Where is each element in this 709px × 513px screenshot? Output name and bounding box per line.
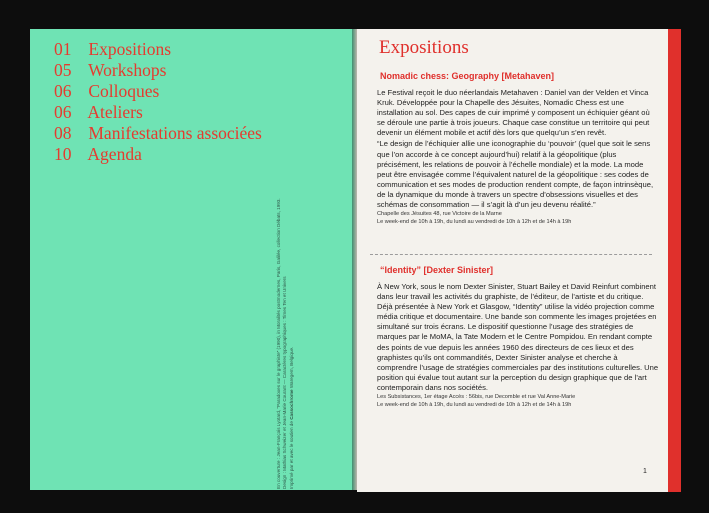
toc-label: Expositions [88, 39, 172, 59]
toc-item [54, 60, 262, 81]
exhibition-section-metahaven [377, 71, 659, 226]
section-quote: “Le design de l’échiquier allie une iconographie du ‘pouvoir’ (quel que soit le sens que l’on accorde à ce concept aujourd’hui) relatif à la géopolitique (plus précisément, les relations de pouvoir à l’échelle mondiale) et la mode. La mode peut être envisagée comme l’équivalent naturel de la géopolitique : ses codes de communication et ses modes de production rendent compte, de façon intrinsèque, de la dynamique du monde à travers un spectre d’obsessions visuelles et des schémas de consommation — il s’agit là d’un jeu devenu réalité.” [377, 139, 654, 210]
toc-item [54, 123, 262, 144]
colophon-line [289, 49, 295, 489]
colophon-line: En couverture : Jean-François Lyotard, “Paradoxes sur le graphiste” (1990), in Moralités postmodernes, Paris, Galilée, collection Débats, 1993. [276, 198, 281, 489]
toc-label: Ateliers [87, 102, 143, 122]
toc-item [54, 144, 262, 165]
printer-brand: Cassochrome [288, 389, 294, 420]
toc-label: Workshops [88, 60, 167, 80]
toc-number: 06 [54, 102, 72, 122]
section-body: Le Festival reçoit le duo néerlandais Metahaven : Daniel van der Velden et Vinca Kruk. Développée pour la Chapelle des Jésuites, Nomadic Chess est une installation au sol. Des capes de cuir imprimé y composent un échiquier géant où se déroule une partie à trois joueurs. Chaque case constitue un territoire qui peut devenir un élément mobile et actif dès lors que quelqu’un s’en revêt. [377, 88, 650, 138]
right-page [357, 29, 668, 492]
page-number: 1 [643, 468, 647, 475]
colophon-line: Design : Mathias Schweizer et Jean-Marie Courant — Caractères typographiques : Times Ten et Univers [282, 276, 288, 489]
toc-label: Agenda [87, 144, 142, 164]
toc-number: 06 [54, 81, 72, 101]
toc-item [54, 81, 262, 102]
red-edge-strip [668, 29, 681, 492]
section-body: À New York, sous le nom Dexter Sinister, Stuart Bailey et David Reinfurt combinent dans leur travail les activités du graphiste, de l’éditeur, de l’artiste et du critique. Déjà présentée à New York et Glasgow, “Identity” utilise la vidéo projection comme média critique et documentaire. Une bande son commente les images projetées en simultané sur trois écrans. Le dispositif questionne l’usage des stratégies de marques par le MoMA, la Tate Modern et le Centre Pompidou. En rendant compte des points de vue depuis les années 1960 des directeurs de ces lieux et des graphistes qu’ils ont commandités, Dexter Sinister analyse et cherche à comprendre l’usage de stratégies commerciales par des institutions culturelles. Une position qui évalue tout autant sur la perception du design graphique que de l’art contemporain dans nos sociétés. [377, 282, 659, 392]
toc-label: Manifestations associées [88, 123, 262, 143]
venue-address: Chapelle des Jésuites 48, rue Victoire de la Marne [377, 211, 502, 218]
section-divider [370, 254, 652, 255]
exhibition-section-dexter-sinister [377, 265, 659, 409]
toc-number: 08 [54, 123, 72, 143]
section-heading: “Identity” [Dexter Sinister] [380, 265, 494, 275]
toc-number: 10 [54, 144, 72, 164]
toc-number: 01 [54, 39, 72, 59]
colophon [276, 49, 295, 489]
toc-item [54, 39, 262, 60]
colophon-printer-prefix: Imprimé par et avec le soutien de [288, 421, 294, 489]
venue-address: Les Subsistances, 1er étage Accès : 56bis, rue Decomble et rue Val Anne-Marie [377, 394, 576, 401]
page-title: Expositions [379, 37, 469, 58]
toc-label: Colloques [88, 81, 160, 101]
colophon-printer-suffix: Waregem, Belgique. [288, 346, 294, 389]
table-of-contents [54, 39, 262, 165]
toc-item [54, 102, 262, 123]
opening-hours: Le week-end de 10h à 19h, du lundi au vendredi de 10h à 12h et de 14h à 19h [377, 402, 572, 409]
toc-number: 05 [54, 60, 72, 80]
opening-hours: Le week-end de 10h à 19h, du lundi au vendredi de 10h à 12h et de 14h à 19h [377, 219, 572, 226]
left-page [30, 29, 354, 490]
section-heading: Nomadic chess: Geography [Metahaven] [380, 71, 555, 81]
